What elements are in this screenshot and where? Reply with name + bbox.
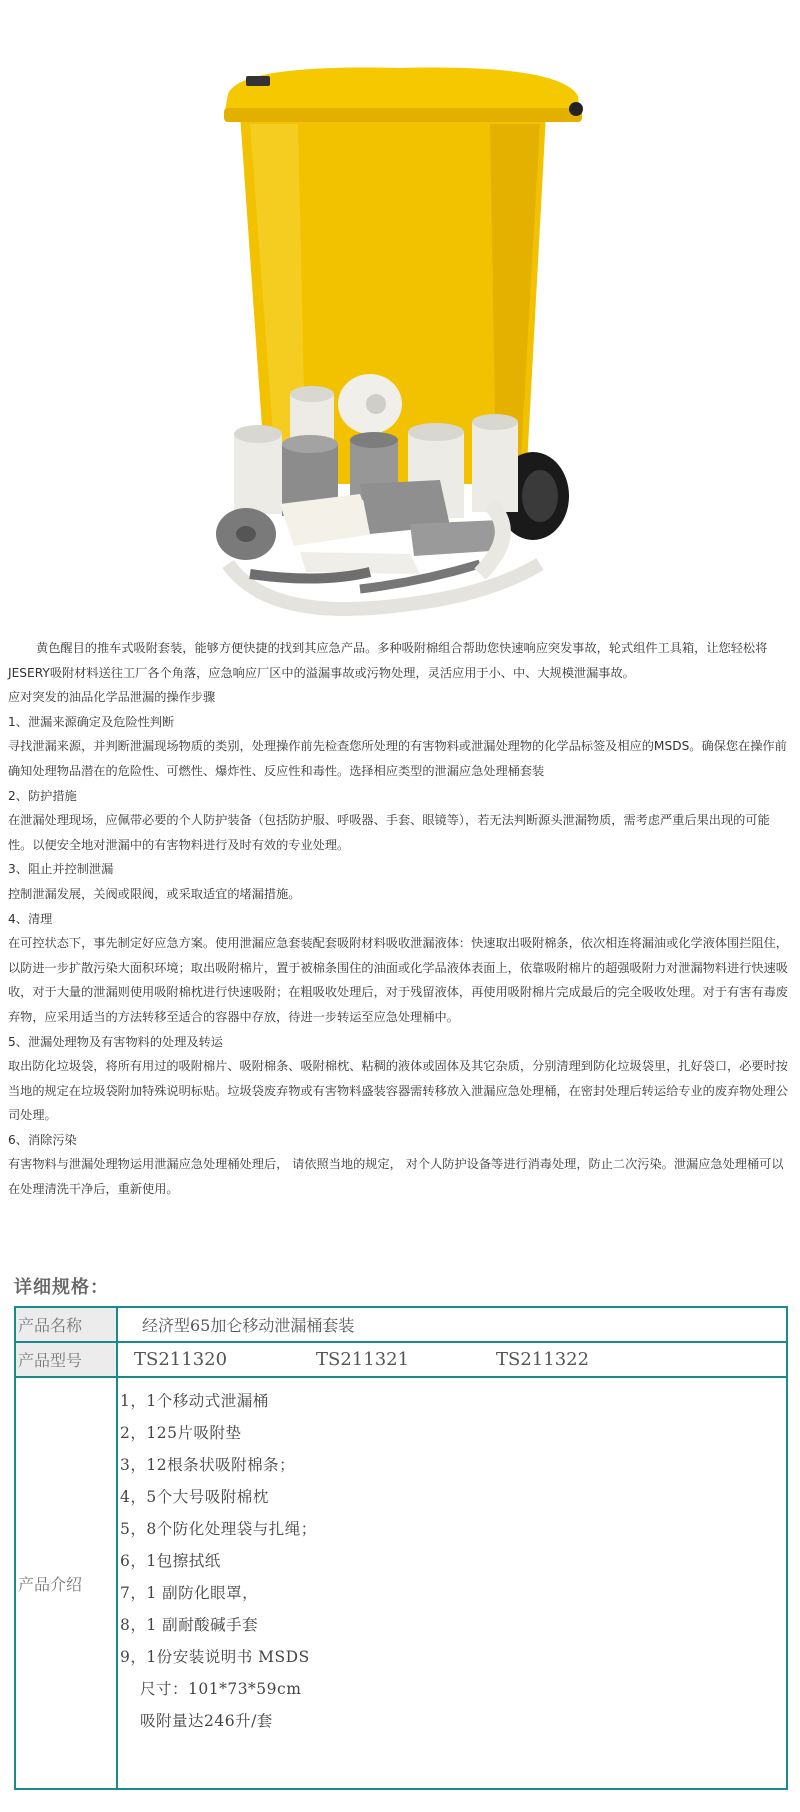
steps-heading: 应对突发的油品化学品泄漏的操作步骤 xyxy=(8,690,216,705)
intro-label: 产品介绍 xyxy=(15,1377,117,1789)
step-title: 4、清理 xyxy=(8,911,53,926)
spec-title: 详细规格： xyxy=(14,1277,109,1298)
step-title: 2、防护措施 xyxy=(8,788,77,803)
list-item: 2，125片吸附垫 xyxy=(120,1424,242,1442)
list-item: 吸附量达246升/套 xyxy=(140,1712,273,1730)
step-body: 在泄漏处理现场，应佩带必要的个人防护装备（包括防护服、呼吸器、手套、眼镜等），若无法判断源头泄漏物质，需考虑严重后果出现的可能性。以便安全地对泄漏中的有害物料进行及时有效的专业处理。 xyxy=(8,813,770,852)
step-body: 有害物料与泄漏处理物运用泄漏应急处理桶处理后， 请依照当地的规定， 对个人防护设备等进行消毒处理，防止二次污染。泄漏应急处理桶可以在处理清洗干净后，重新使用。 xyxy=(8,1157,784,1197)
model-label: 产品型号 xyxy=(15,1342,117,1377)
table-row xyxy=(15,1377,787,1789)
article xyxy=(8,636,788,1202)
list-item: 3，12根条状吸附棉条； xyxy=(120,1456,296,1474)
name-label: 产品名称 xyxy=(15,1307,117,1342)
list-item: 8，1 副耐酸碱手套 xyxy=(120,1616,259,1634)
step-body: 控制泄漏发展，关阀或限阀，或采取适宜的堵漏措施。 xyxy=(8,886,301,901)
product-photo xyxy=(210,64,590,624)
contents-cell xyxy=(117,1377,787,1789)
list-item: 7，1 副防化眼罩， xyxy=(120,1584,259,1602)
model-number: TS211321 xyxy=(316,1349,410,1370)
step-title: 6、消除污染 xyxy=(8,1132,77,1147)
list-item: 6，1包擦拭纸 xyxy=(120,1552,221,1570)
list-item: 1，1个移动式泄漏桶 xyxy=(120,1392,269,1410)
step-title: 1、泄漏来源确定及危险性判断 xyxy=(8,714,175,729)
list-item: 尺寸：101*73*59cm xyxy=(140,1680,302,1698)
model-number: TS211320 xyxy=(134,1349,228,1370)
step-body: 寻找泄漏来源，并判断泄漏现场物质的类别，处理操作前先检查您所处理的有害物料或泄漏处理物的化学品标签及相应的MSDS。确保您在操作前确知处理物品潜在的危险性、可燃性、爆炸性、反应性和毒性。选择相应类型的泄漏应急处理桶套装 xyxy=(8,739,787,778)
intro-paragraph: 黄色醒目的推车式吸附套装，能够方便快捷的找到其应急产品。多种吸附棉组合帮助您快速响应突发事故，轮式组件工具箱，让您轻松将JESERY吸附材料送往工厂各个角落，应急响应厂区中的溢漏事故或污物处理，灵活应用于小、中、大规模泄漏事故。 xyxy=(8,641,768,680)
step-title: 5、泄漏处理物及有害物料的处理及转运 xyxy=(8,1034,223,1049)
table-row xyxy=(15,1342,787,1377)
table-row xyxy=(15,1307,787,1342)
step-body: 在可控状态下，事先制定好应急方案。使用泄漏应急套装配套吸附材料吸收泄漏液体：快速取出吸附棉条，依次相连将漏油或化学液体围拦阻住，以防进一步扩散污染大面积环境；取出吸附棉片，置于被棉条围住的油面或化学品液体表面上，依靠吸附棉片的超强吸附力对泄漏物料进行快速吸收，对于大量的泄漏则使用吸附棉枕进行快速吸附；在粗吸收处理后，对于残留液体，再使用吸附棉片完成最后的完全吸收处理。对于有害有毒废弃物，应采用适当的方法转移至适合的容器中存放，待进一步转运至应急处理桶中。 xyxy=(8,936,788,1024)
list-item: 5，8个防化处理袋与扎绳； xyxy=(120,1520,317,1538)
list-item: 9，1份安装说明书 MSDS xyxy=(120,1648,310,1666)
contents-list xyxy=(118,1381,786,1785)
step-title: 3、阻止并控制泄漏 xyxy=(8,862,114,877)
step-body: 取出防化垃圾袋，将所有用过的吸附棉片、吸附棉条、吸附棉枕、粘稠的液体或固体及其它杂质，分别清理到防化垃圾袋里，扎好袋口，必要时按当地的规定在垃圾袋附加特殊说明标贴。垃圾袋废弃物或有害物料盛装容器需转移放入泄漏应急处理桶，在密封处理后转运给专业的废弃物处理公司处理。 xyxy=(8,1059,788,1123)
name-value: 经济型65加仑移动泄漏桶套装 xyxy=(117,1307,787,1342)
list-item: 4，5个大号吸附棉枕 xyxy=(120,1488,269,1506)
model-values xyxy=(117,1342,787,1377)
spec-table xyxy=(14,1306,788,1790)
model-number: TS211322 xyxy=(496,1349,590,1370)
